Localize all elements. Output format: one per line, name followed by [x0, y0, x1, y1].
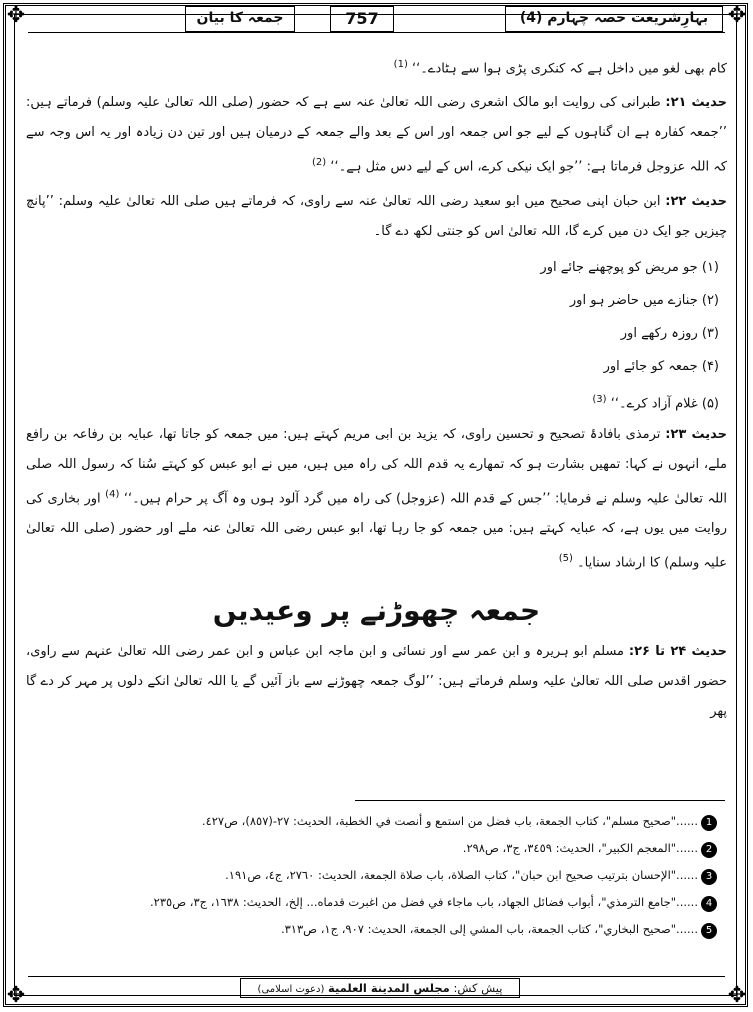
- footnote: 2......"المعجم الكبير"، الحديث: ٣٤٥٩، ج٣، ص٢٩٨.: [40, 835, 717, 862]
- footnote-number: 2: [701, 842, 717, 858]
- footnote-ref: (3): [592, 393, 607, 405]
- header-section-title: جمعہ کا بیان: [185, 6, 295, 32]
- header-book-title: بہارِشریعت حصہ چہارم (4): [505, 6, 723, 32]
- footnote-number: 5: [701, 923, 717, 939]
- page-number: 757: [330, 6, 394, 32]
- hadith-heading: حدیث ۲۲:: [665, 193, 727, 209]
- footnote-ref: (1): [393, 59, 408, 70]
- footnotes: [40, 808, 717, 943]
- footnote: 3......"الإحسان بترتيب صحيح ابن حبان"، كتاب الصلاة، باب صلاة الجمعة، الحديث: ٢٧٦٠، ج٤، ص١٩١.: [40, 862, 717, 889]
- corner-ornament-icon: ✥: [6, 983, 26, 1008]
- list-item: (۳) روزہ رکھے اور: [620, 325, 719, 341]
- footnote: 4......"جامع الترمذي"، أبواب فضائل الجهاد، باب ماجاء في فضل من اغبرت قدماه... إلخ، الحديث: ١٦٣٨، ج٣، ص٢٣٥.: [40, 889, 717, 916]
- footnote: 1......"صحيح مسلم"، كتاب الجمعة، باب فضل من استمع و أنصت في الخطبة، الحديث: ٢٧-(٨٥٧)، ص٤٢٧.: [40, 808, 717, 835]
- footnote-number: 1: [701, 815, 717, 831]
- corner-ornament-icon: ✥: [727, 3, 747, 28]
- footnote: 5......"صحيح البخاري"، كتاب الجمعة، باب المشي إلى الجمعة، الحديث: ٩٠٧، ج١، ص٣١٣.: [40, 916, 717, 943]
- hadith-heading: حدیث ۲۱:: [665, 95, 727, 111]
- hadith-22: حدیث ۲۲: ابن حبان اپنی صحیح میں ابو سعید رضی اللہ تعالیٰ عنہ سے راوی، کہ فرماتے ہیں صلی اللہ تعالیٰ علیہ وسلم: ’’پانچ چیزیں جو ایک دن میں کرے گا، اللہ تعالیٰ اس کو جنتی لکھ دے گا۔: [26, 193, 727, 239]
- main-text: [26, 50, 727, 731]
- paragraph: کام بھی لغو میں داخل ہے کہ کنکری پڑی ہوا سے ہٹادے۔‘‘ $^{(1)}$: [393, 59, 727, 77]
- corner-ornament-icon: ✥: [6, 3, 26, 28]
- corner-ornament-icon: ✥: [727, 983, 747, 1008]
- footnote-ref: (5): [558, 553, 573, 565]
- list: [26, 251, 727, 420]
- footnote-ref: (4): [105, 488, 120, 500]
- footer-rule: [28, 976, 725, 977]
- hadith-heading: حدیث ۲۳:: [665, 426, 727, 442]
- footnote-number: 3: [701, 869, 717, 885]
- footnote-ref: (2): [312, 157, 327, 169]
- header-rule: [28, 32, 725, 33]
- footnote-number: 4: [701, 896, 717, 912]
- publisher-footer: پیش کش: مجلس المدينة العلمية (دعوت اسلامی): [240, 978, 520, 998]
- list-item: (۲) جنازے میں حاضر ہو اور: [569, 292, 719, 308]
- hadith-23: حدیث ۲۳: ترمذی بافادۂ تصحیح و تحسین راوی، کہ یزید بن ابی مریم کہتے ہیں: میں جمعہ کو جاتا تھا، عبایہ بن رفاعہ بن رافع ملے، انہوں نے کہا: تمھیں بشارت ہو کہ تمھارے یہ قدم اللہ کی راہ میں ہیں، میں نے ابو عبس کو کہتے سُنا کہ رسول اللہ صلی اللہ تعالیٰ علیہ وسلم نے فرمایا: ’’جس کے قدم اللہ (عزوجل) کی راہ میں گرد آلود ہوں وہ آگ پر حرام ہیں۔‘‘ $^{(4)}$ اور بخاری کی روایت میں یوں ہے، کہ عبایہ کہتے ہیں: میں جمعہ کو جا رہا تھا، ابو عبس رضی اللہ تعالیٰ عنہ ملے اور حضور (صلی اللہ تعالیٰ علیہ وسلم) کا ارشاد سنایا۔ $^{(5)}$: [26, 426, 727, 571]
- hadith-heading: حدیث ۲۴ تا ۲۶:: [628, 643, 727, 659]
- list-item: (۱) جو مریض کو پوچھنے جائے اور: [540, 259, 719, 275]
- footnote-rule: [355, 800, 725, 801]
- section-title: جمعہ چھوڑنے پر وعیدیں: [212, 593, 541, 627]
- list-item: (۵) غلام آزاد کرے۔‘‘ $^{(3)}$: [592, 393, 719, 411]
- hadith-24-26: حدیث ۲۴ تا ۲۶: مسلم ابو ہریرہ و ابن عمر سے اور نسائی و ابن ماجہ ابن عباس و ابن عمر رضی اللہ تعالیٰ عنہم سے راوی، حضور اقدس صلی اللہ تعالیٰ علیہ وسلم فرماتے ہیں: ’’لوگ جمعہ چھوڑنے سے باز آئیں گے یا اللہ تعالیٰ انکے دلوں پر مہر کر دے گا پھر: [26, 643, 727, 719]
- hadith-21: حدیث ۲۱: طبرانی کی روایت ابو مالک اشعری رضی اللہ تعالیٰ عنہ سے ہے کہ حضور (صلی اللہ تعالیٰ علیہ وسلم) فرماتے ہیں: ’’جمعہ کفارہ ہے ان گناہوں کے لیے جو اس جمعہ اور اس کے بعد والے جمعہ کے درمیان ہیں اور تین دن زیادہ اور یہ اس وجہ سے کہ اللہ عزوجل فرماتا ہے: ’’جو ایک نیکی کرے، اس کے لیے دس مثل ہے۔‘‘ $^{(2)}$: [26, 95, 727, 175]
- list-item: (۴) جمعہ کو جائے اور: [603, 358, 719, 374]
